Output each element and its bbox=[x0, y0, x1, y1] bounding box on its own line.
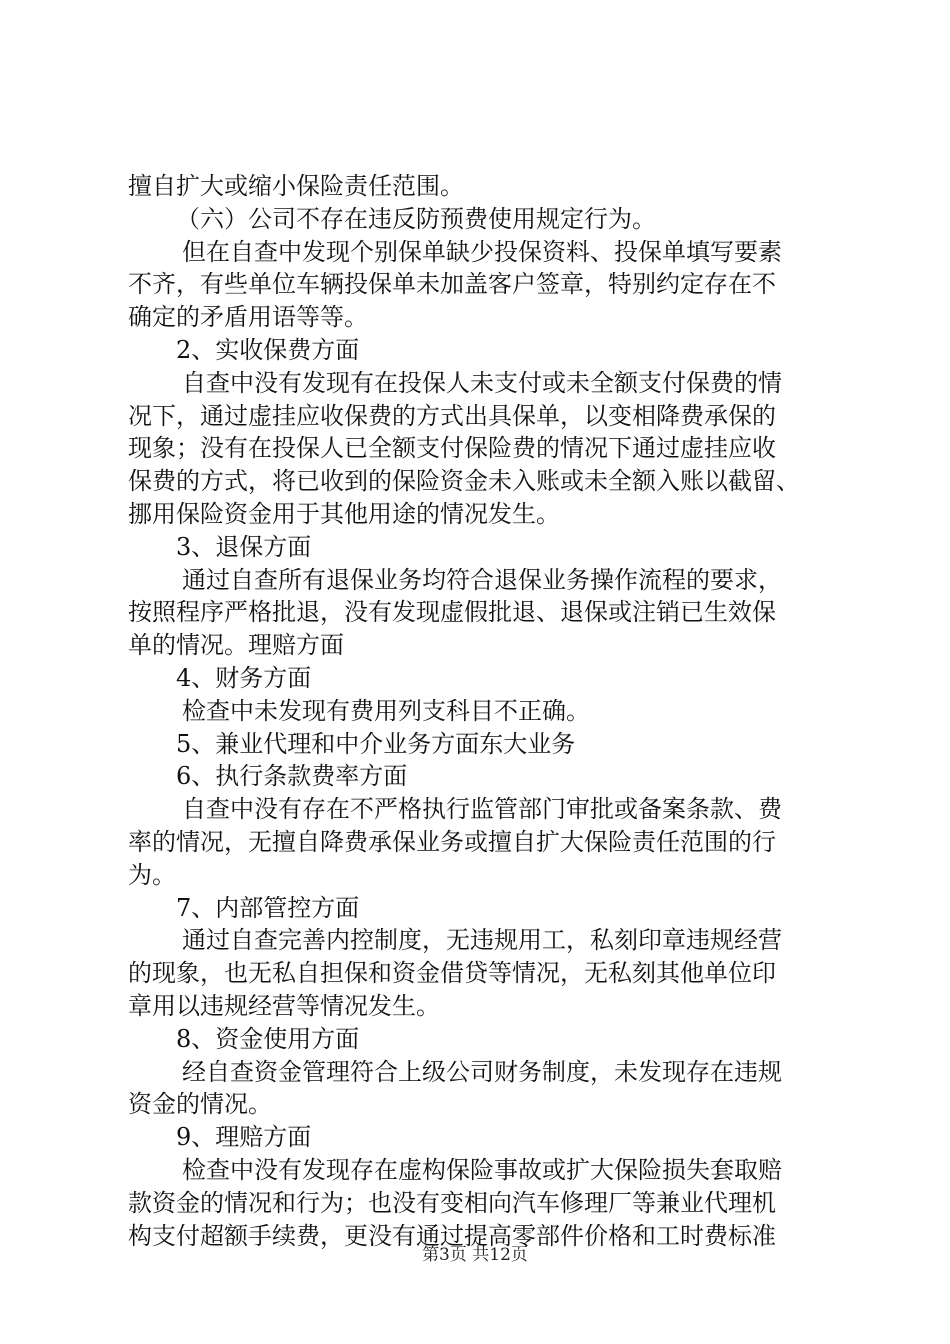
text-line: 况下，通过虚挂应收保费的方式出具保单，以变相降费承保的 bbox=[128, 401, 776, 430]
section-heading: 8、资金使用方面 bbox=[176, 1024, 360, 1053]
section-heading: 5、兼业代理和中介业务方面东大业务 bbox=[176, 729, 576, 758]
text-line: 确定的矛盾用语等等。 bbox=[128, 303, 368, 332]
section-heading: 2、实收保费方面 bbox=[176, 335, 360, 364]
text-line: 自查中没有存在不严格执行监管部门审批或备案条款、费 bbox=[182, 795, 782, 824]
text-line: 构支付超额手续费，更没有通过提高零部件价格和工时费标准 bbox=[128, 1221, 776, 1250]
text-line: 擅自扩大或缩小保险责任范围。 bbox=[128, 172, 464, 200]
document-body bbox=[128, 170, 828, 1252]
text-line: 单的情况。理赔方面 bbox=[128, 631, 344, 660]
text-line: 自查中没有发现有在投保人未支付或未全额支付保费的情 bbox=[182, 368, 782, 397]
text-line: 通过自查完善内控制度，无违规用工，私刻印章违规经营 bbox=[182, 926, 782, 955]
text-line: 经自查资金管理符合上级公司财务制度，未发现存在违规 bbox=[182, 1057, 782, 1086]
text-line: 检查中没有发现存在虚构保险事故或扩大保险损失套取赔 bbox=[182, 1155, 782, 1184]
text-line: 的现象，也无私自担保和资金借贷等情况，无私刻其他单位印 bbox=[128, 959, 776, 988]
text-line: 资金的情况。 bbox=[128, 1090, 272, 1119]
text-line: 款资金的情况和行为；也没有变相向汽车修理厂等兼业代理机 bbox=[128, 1188, 776, 1217]
section-heading: 4、财务方面 bbox=[176, 663, 312, 692]
text-line: 挪用保险资金用于其他用途的情况发生。 bbox=[128, 499, 560, 528]
section-heading: 3、退保方面 bbox=[176, 532, 312, 561]
text-line: 现象；没有在投保人已全额支付保险费的情况下通过虚挂应收 bbox=[128, 434, 776, 463]
text-line: 但在自查中发现个别保单缺少投保资料、投保单填写要素 bbox=[182, 237, 782, 266]
text-line: 率的情况，无擅自降费承保业务或擅自扩大保险责任范围的行 bbox=[128, 827, 776, 856]
text-line: 通过自查所有退保业务均符合退保业务操作流程的要求， bbox=[182, 565, 782, 594]
section-heading: 7、内部管控方面 bbox=[176, 893, 360, 922]
section-heading: 6、执行条款费率方面 bbox=[176, 762, 408, 791]
text-line: 为。 bbox=[128, 860, 176, 889]
section-heading: 9、理赔方面 bbox=[176, 1123, 312, 1152]
text-line: （六）公司不存在违反防预费使用规定行为。 bbox=[176, 204, 656, 233]
page-number-footer: 第3页 共12页 bbox=[422, 1245, 528, 1265]
text-line: 章用以违规经营等情况发生。 bbox=[128, 991, 440, 1020]
text-line: 检查中未发现有费用列支科目不正确。 bbox=[182, 696, 590, 725]
text-line: 不齐，有些单位车辆投保单未加盖客户签章，特别约定存在不 bbox=[128, 270, 776, 299]
text-line: 按照程序严格批退，没有发现虚假批退、退保或注销已生效保 bbox=[128, 598, 776, 627]
text-line: 保费的方式，将已收到的保险资金未入账或未全额入账以截留、 bbox=[128, 467, 800, 496]
